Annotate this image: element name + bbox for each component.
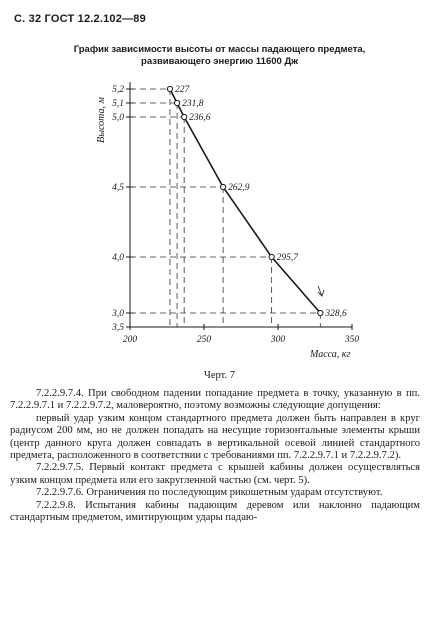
data-point — [220, 184, 225, 189]
x-tick-label: 250 — [196, 335, 212, 345]
arrow-mark — [318, 286, 324, 296]
paragraph: 7.2.2.9.8. Испытания кабины падающим деревом или наклонно падающим стандартным предметом, имитирующим удары падаю- — [10, 499, 420, 524]
data-label: 262,9 — [228, 183, 250, 193]
chart-title-line-2: развивающего энергию 11600 Дж — [141, 56, 298, 67]
paragraph: первый удар узким концом стандартного предмета должен быть направлен в круг радиусом 200 мм, но не должен попадать на несущие горизонтальные элементы крыши (центр данного круга должен совпадать в вертикальной осевой линией стандартного предмета, расположенного в соответствии с требованиями пп. 7.2.2.9.7.1 и 7.2.2.9.7.2). — [10, 412, 420, 462]
y-tick-label: 5,1 — [112, 99, 124, 109]
data-label: 236,6 — [189, 113, 211, 123]
y-tick-label: 3,0 — [112, 309, 124, 319]
x-tick-label: 200 — [122, 335, 138, 345]
x-tick-label: 350 — [344, 335, 360, 345]
paragraph: 7.2.2.9.7.5. Первый контакт предмета с крышей кабины должен осуществляться узким концом предмета или его закругленной частью (см. черт. 5). — [10, 462, 420, 486]
data-point — [174, 100, 179, 105]
page-header: С. 32 ГОСТ 12.2.102—89 — [14, 13, 146, 25]
chart-title-line-1: График зависимости высоты от массы падающего предмета, — [73, 44, 366, 55]
y-tick-label: 5,0 — [112, 113, 124, 123]
figure-label: Черт. 7 — [204, 370, 235, 381]
chart-axes — [126, 82, 352, 330]
y-tick-label: 5,2 — [112, 85, 124, 95]
body-text — [10, 388, 420, 524]
data-point — [318, 310, 323, 315]
x-tick-label: 300 — [270, 335, 286, 345]
data-label: 328,6 — [325, 309, 347, 319]
data-point — [182, 114, 187, 119]
x-axis-label: Масса, кг — [310, 349, 351, 360]
data-label: 295,7 — [276, 253, 299, 263]
data-point — [167, 86, 172, 91]
data-label: 231,8 — [182, 99, 204, 109]
chart-labels — [96, 85, 359, 360]
data-label: 227 — [174, 85, 190, 95]
paragraph: 7.2.2.9.7.6. Ограничения по последующим рикошетным ударам отсутствуют. — [36, 487, 383, 499]
chart-guides — [130, 89, 324, 327]
data-point — [269, 254, 274, 259]
y-tick-label: 4,5 — [112, 183, 124, 193]
paragraph: 7.2.2.9.7.4. При свободном падении попадание предмета в точку, указанную в пп. 7.2.2.9.7.1 и 7.2.2.9.7.2, маловероятно, поэтому возможны следующие допущения: — [10, 388, 420, 412]
y-axis-label: Высота, м — [96, 97, 107, 143]
y-tick-label: 3,5 — [112, 323, 124, 333]
y-tick-label: 4,0 — [112, 253, 124, 263]
